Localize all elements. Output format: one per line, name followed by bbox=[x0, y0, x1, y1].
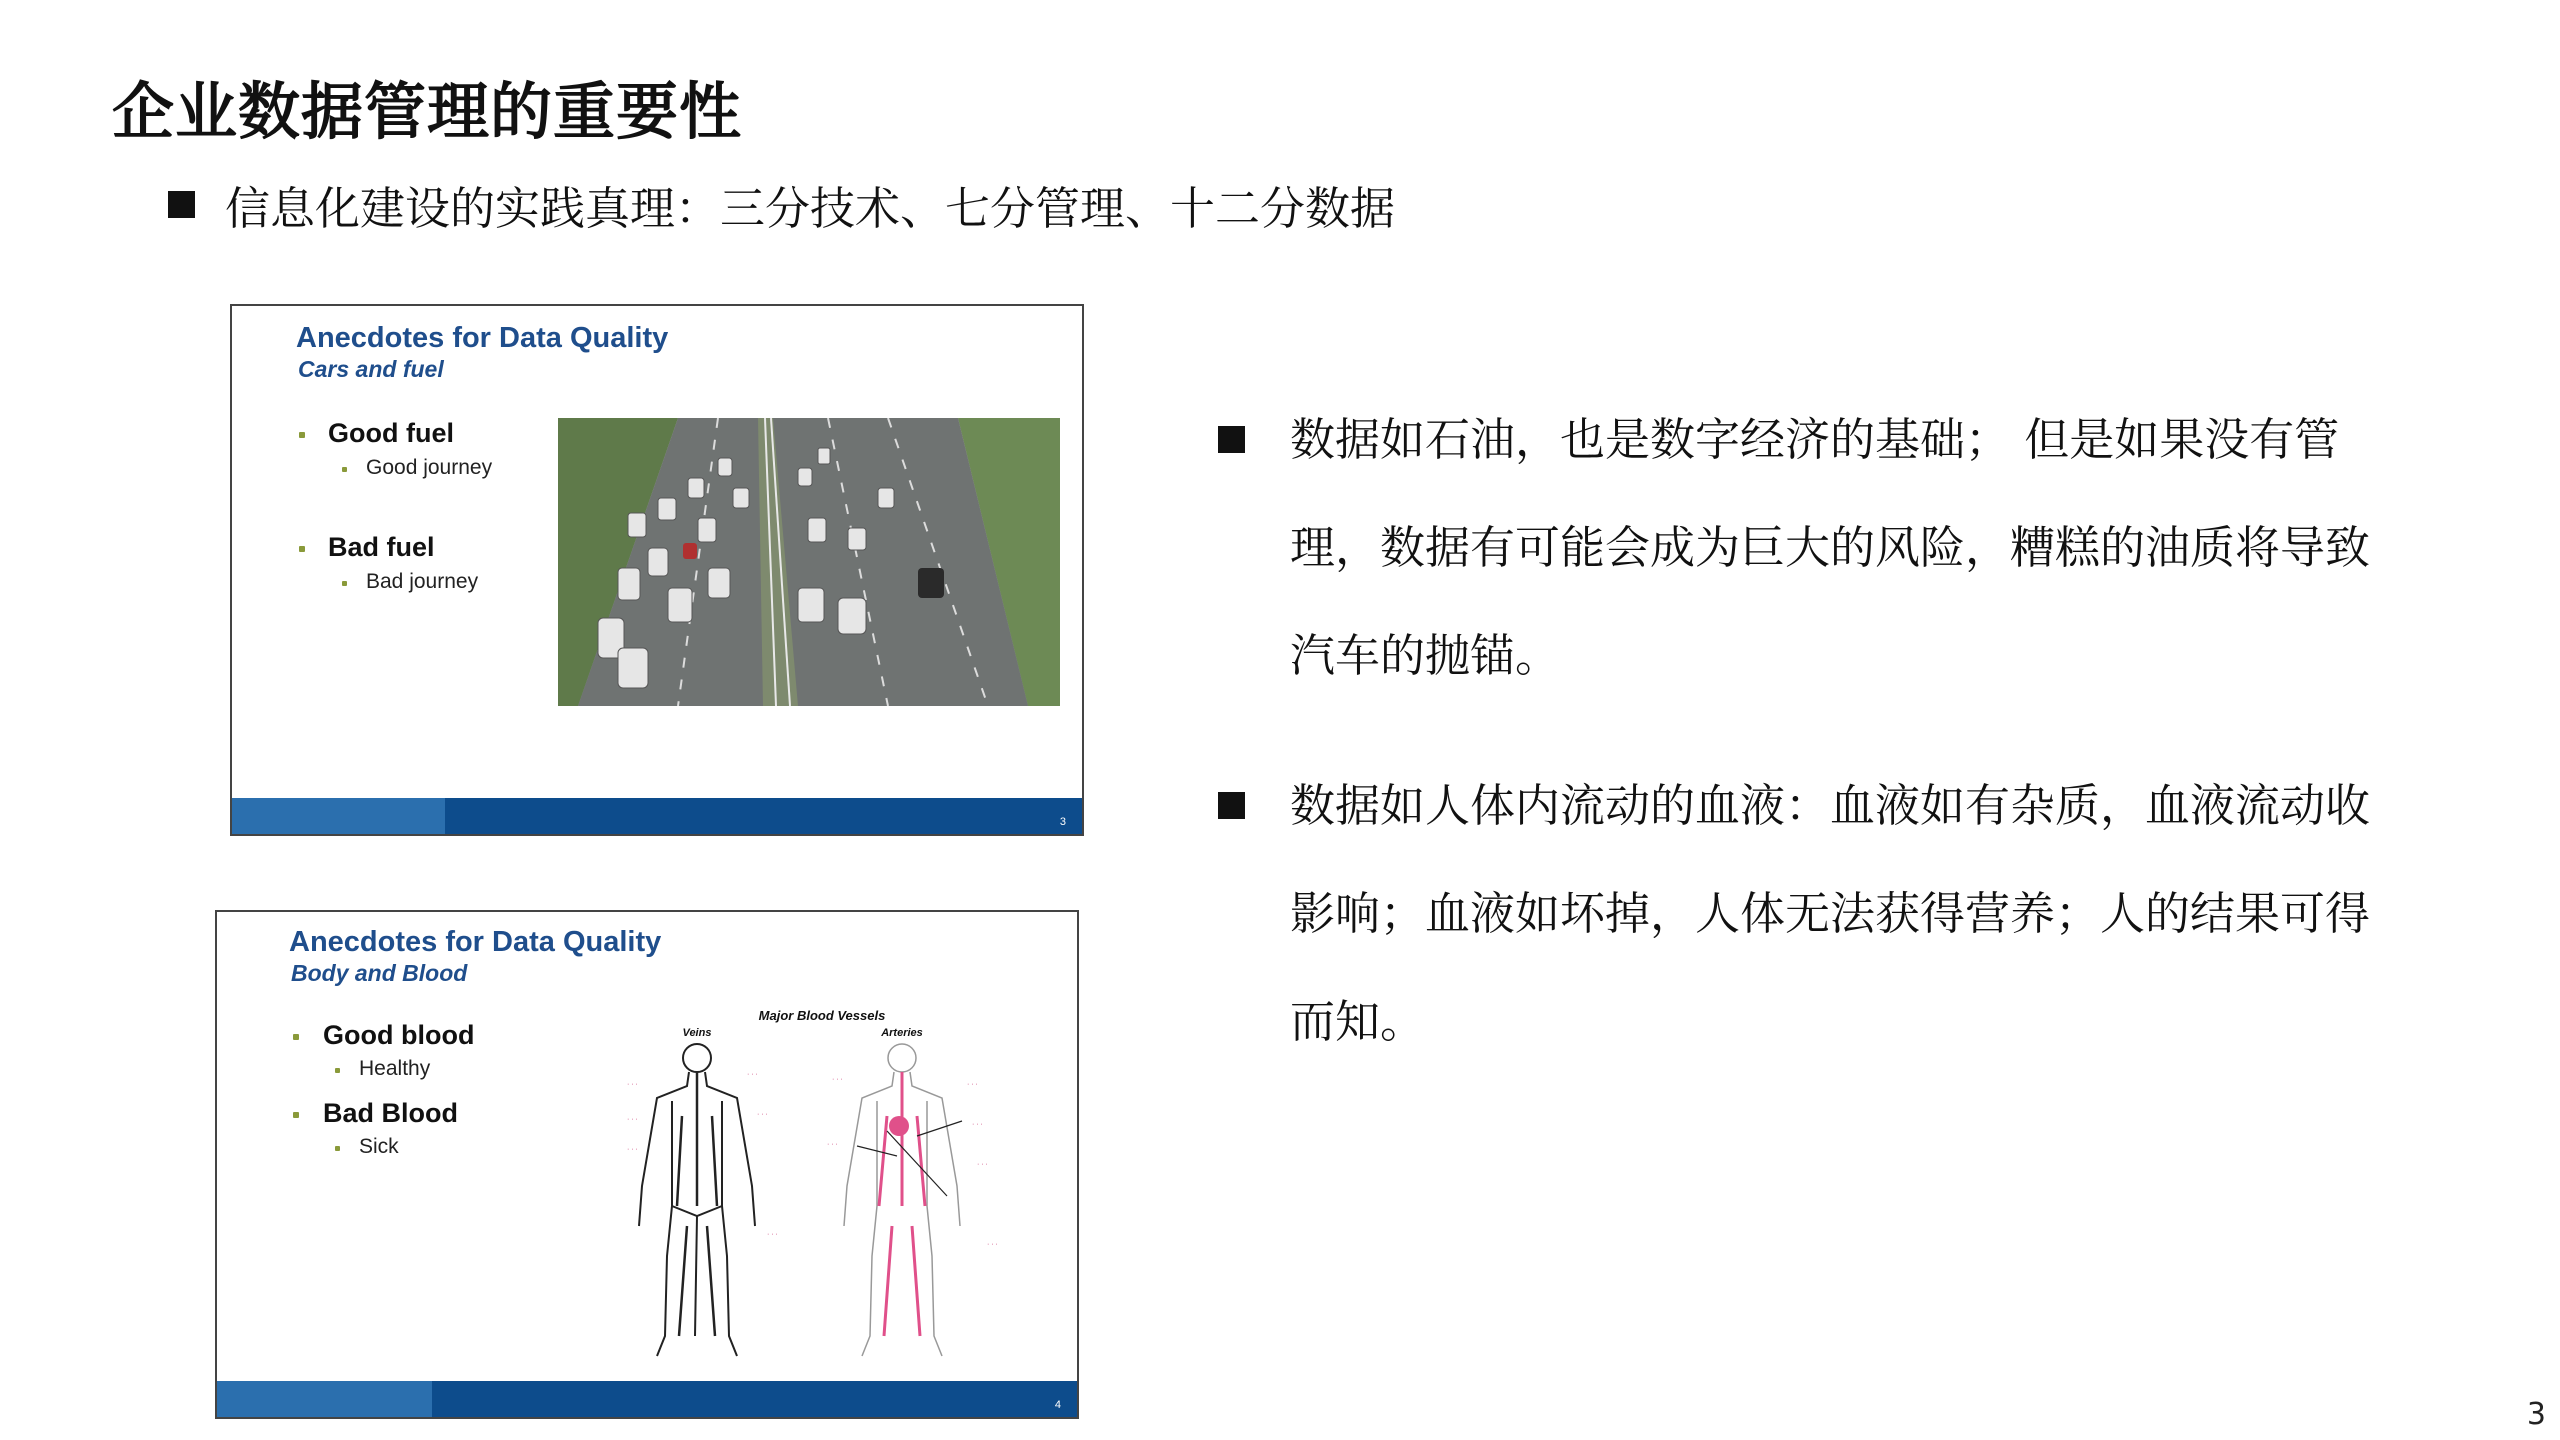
thumb-item-bad-blood: Bad Blood bbox=[323, 1098, 458, 1128]
slide-footer-bar bbox=[232, 798, 1082, 834]
veins-body-figure bbox=[639, 1044, 755, 1356]
bullet-dot-icon bbox=[299, 546, 305, 552]
thumb-item-good-blood: Good blood bbox=[323, 1020, 475, 1050]
blood-vessels-figure bbox=[617, 1006, 1037, 1376]
bullet-dot-icon bbox=[293, 1034, 299, 1040]
thumb-item-good-fuel: Good fuel bbox=[328, 418, 454, 448]
paragraph-blood-line: 数据如人体内流动的血液：血液如有杂质，血液流动收 bbox=[1290, 779, 2371, 832]
square-bullet-icon bbox=[168, 191, 195, 218]
paragraph-oil-line: 数据如石油，也是数字经济的基础； 但是如果没有管 bbox=[1290, 413, 2340, 466]
thumb-subitem-healthy: Healthy bbox=[359, 1057, 431, 1080]
svg-text:· · ·: · · · bbox=[827, 1141, 838, 1148]
thumb-page-number: 3 bbox=[1059, 816, 1066, 828]
intro-bullet-text: 信息化建设的实践真理：三分技术、七分管理、十二分数据 bbox=[225, 182, 1396, 235]
svg-text:· · ·: · · · bbox=[767, 1231, 778, 1238]
svg-text:· · ·: · · · bbox=[832, 1076, 843, 1083]
paragraph-oil-line: 汽车的抛锚。 bbox=[1290, 629, 1561, 682]
paragraph-oil-line: 理，数据有可能会成为巨大的风险，糟糕的油质将导致 bbox=[1290, 521, 2371, 574]
svg-text:· · ·: · · · bbox=[757, 1111, 768, 1118]
thumb-subtitle: Body and Blood bbox=[291, 960, 468, 986]
svg-text:· · ·: · · · bbox=[627, 1081, 638, 1088]
svg-text:· · ·: · · · bbox=[977, 1161, 988, 1168]
bullet-dot-icon bbox=[335, 1146, 340, 1151]
bullet-dot-icon bbox=[335, 1068, 340, 1073]
slide-footer-bar bbox=[217, 1381, 1077, 1417]
svg-text:· · ·: · · · bbox=[627, 1116, 638, 1123]
arteries-body-figure bbox=[844, 1044, 960, 1356]
thumb-page-number: 4 bbox=[1054, 1399, 1061, 1411]
thumb-title: Anecdotes for Data Quality bbox=[289, 926, 662, 958]
veins-label: Veins bbox=[682, 1027, 712, 1039]
bullet-dot-icon bbox=[299, 432, 305, 438]
thumb-title: Anecdotes for Data Quality bbox=[296, 322, 669, 354]
svg-text:· · ·: · · · bbox=[987, 1241, 998, 1248]
svg-text:· · ·: · · · bbox=[627, 1146, 638, 1153]
bullet-dot-icon bbox=[342, 467, 347, 472]
figure-title: Major Blood Vessels bbox=[758, 1008, 886, 1023]
svg-text:· · ·: · · · bbox=[967, 1081, 978, 1088]
slide-thumbnail-cars bbox=[230, 304, 1084, 836]
square-bullet-icon bbox=[1218, 792, 1245, 819]
thumb-subitem-good-journey: Good journey bbox=[366, 456, 493, 479]
thumb-subitem-bad-journey: Bad journey bbox=[366, 570, 479, 593]
bullet-dot-icon bbox=[342, 581, 347, 586]
thumb-subitem-sick: Sick bbox=[359, 1135, 399, 1158]
paragraph-blood-line: 影响；血液如坏掉，人体无法获得营养；人的结果可得 bbox=[1290, 887, 2371, 940]
thumb-item-bad-fuel: Bad fuel bbox=[328, 532, 435, 562]
paragraph-blood bbox=[1290, 752, 2470, 1076]
svg-text:· · ·: · · · bbox=[972, 1121, 983, 1128]
paragraph-blood-line: 而知。 bbox=[1290, 995, 1426, 1048]
page-number: 3 bbox=[2526, 1397, 2546, 1432]
slide-thumbnail-blood bbox=[215, 910, 1079, 1419]
thumb-subtitle: Cars and fuel bbox=[298, 356, 444, 382]
bullet-dot-icon bbox=[293, 1112, 299, 1118]
svg-text:· · ·: · · · bbox=[747, 1071, 758, 1078]
highway-traffic-photo bbox=[558, 418, 1060, 706]
paragraph-oil bbox=[1290, 386, 2470, 710]
page-title: 企业数据管理的重要性 bbox=[112, 75, 743, 148]
arteries-label: Arteries bbox=[881, 1027, 923, 1039]
intro-bullet bbox=[168, 172, 1395, 237]
square-bullet-icon bbox=[1218, 426, 1245, 453]
